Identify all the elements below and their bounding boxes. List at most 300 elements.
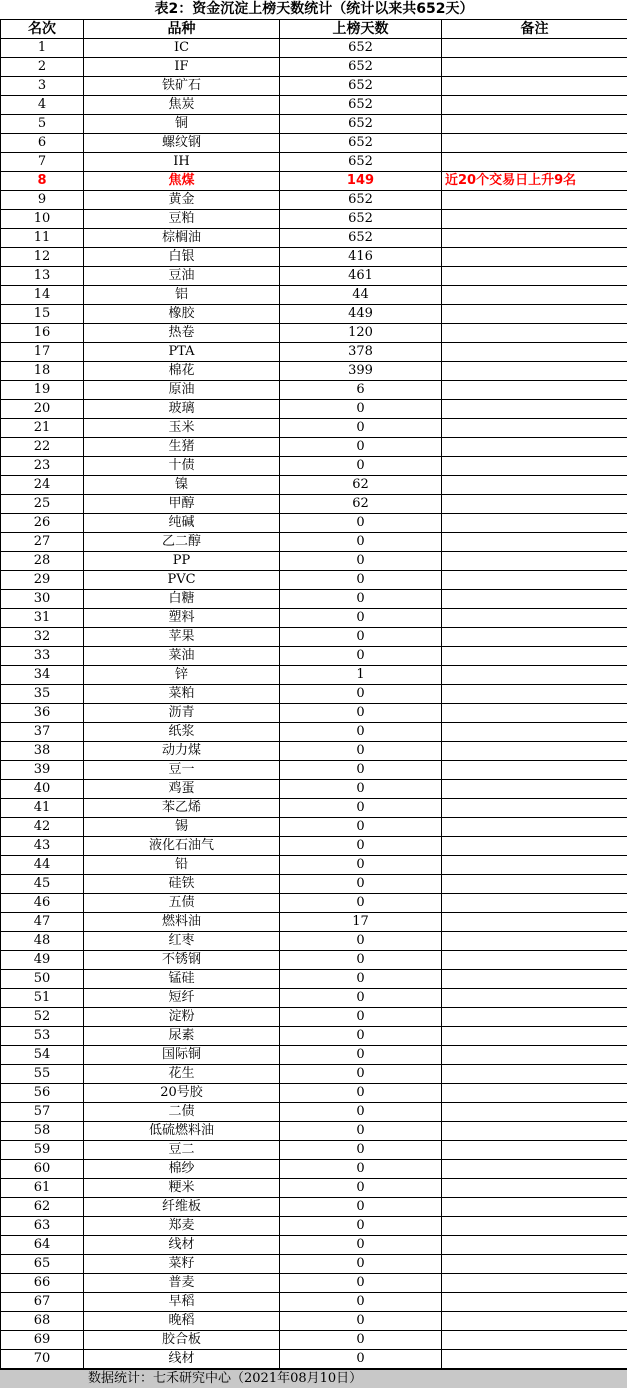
cell-note [442, 742, 627, 761]
table-row [1, 248, 627, 267]
cell-note [442, 970, 627, 989]
cell-variety: 铅 [84, 856, 280, 875]
cell-rank: 51 [1, 989, 84, 1008]
footer-bar [0, 1369, 627, 1388]
cell-note [442, 1293, 627, 1312]
cell-days: 652 [280, 58, 442, 77]
table-row [1, 191, 627, 210]
cell-rank: 18 [1, 362, 84, 381]
cell-note [442, 77, 627, 96]
cell-variety: 菜粕 [84, 685, 280, 704]
table-row [1, 267, 627, 286]
cell-days: 0 [280, 571, 442, 590]
cell-note [442, 894, 627, 913]
cell-note [442, 400, 627, 419]
cell-variety: 棉纱 [84, 1160, 280, 1179]
cell-rank: 5 [1, 115, 84, 134]
cell-note [442, 495, 627, 514]
cell-rank: 32 [1, 628, 84, 647]
cell-days: 0 [280, 609, 442, 628]
cell-rank: 70 [1, 1350, 84, 1369]
table-row [1, 571, 627, 590]
cell-days: 0 [280, 704, 442, 723]
cell-variety: 铁矿石 [84, 77, 280, 96]
table-row [1, 1274, 627, 1293]
cell-variety: 二债 [84, 1103, 280, 1122]
cell-rank: 54 [1, 1046, 84, 1065]
cell-variety: 玉米 [84, 419, 280, 438]
cell-days: 0 [280, 1255, 442, 1274]
table-row [1, 1236, 627, 1255]
cell-days: 0 [280, 1122, 442, 1141]
cell-note [442, 1236, 627, 1255]
cell-days: 652 [280, 39, 442, 58]
cell-rank: 67 [1, 1293, 84, 1312]
cell-variety: 乙二醇 [84, 533, 280, 552]
cell-rank: 48 [1, 932, 84, 951]
cell-rank: 36 [1, 704, 84, 723]
table-row [1, 58, 627, 77]
cell-rank: 4 [1, 96, 84, 115]
cell-variety: 鸡蛋 [84, 780, 280, 799]
cell-rank: 35 [1, 685, 84, 704]
header-note: 备注 [442, 20, 627, 39]
cell-days: 461 [280, 267, 442, 286]
cell-variety: 甲醇 [84, 495, 280, 514]
cell-note [442, 837, 627, 856]
table-row [1, 1008, 627, 1027]
table-row [1, 1141, 627, 1160]
cell-rank: 42 [1, 818, 84, 837]
table-row [1, 286, 627, 305]
table-row [1, 1065, 627, 1084]
table-row [1, 210, 627, 229]
cell-rank: 33 [1, 647, 84, 666]
cell-variety: 郑麦 [84, 1217, 280, 1236]
cell-note [442, 1084, 627, 1103]
table-row [1, 1103, 627, 1122]
cell-note [442, 780, 627, 799]
cell-note [442, 381, 627, 400]
table-row [1, 685, 627, 704]
cell-days: 0 [280, 875, 442, 894]
cell-days: 652 [280, 229, 442, 248]
cell-rank: 9 [1, 191, 84, 210]
table-row [1, 1255, 627, 1274]
table-row [1, 1331, 627, 1350]
cell-days: 0 [280, 533, 442, 552]
cell-days: 0 [280, 1179, 442, 1198]
footer-source: 数据统计：七禾研究中心（2021年08月10日） [88, 1371, 363, 1386]
table-row [1, 153, 627, 172]
cell-rank: 3 [1, 77, 84, 96]
cell-note [442, 248, 627, 267]
cell-variety: 短纤 [84, 989, 280, 1008]
cell-note [442, 685, 627, 704]
cell-rank: 60 [1, 1160, 84, 1179]
cell-variety: 铜 [84, 115, 280, 134]
cell-variety: 棉花 [84, 362, 280, 381]
cell-days: 0 [280, 1198, 442, 1217]
cell-rank: 40 [1, 780, 84, 799]
cell-variety: 豆粕 [84, 210, 280, 229]
cell-days: 652 [280, 210, 442, 229]
cell-note [442, 286, 627, 305]
cell-note [442, 875, 627, 894]
cell-rank: 57 [1, 1103, 84, 1122]
cell-rank: 59 [1, 1141, 84, 1160]
table-row [1, 514, 627, 533]
cell-note [442, 723, 627, 742]
cell-days: 149 [280, 172, 442, 191]
table-row [1, 362, 627, 381]
cell-note [442, 324, 627, 343]
cell-variety: 纸浆 [84, 723, 280, 742]
cell-note: 近20个交易日上升9名 [442, 172, 627, 191]
cell-note [442, 229, 627, 248]
table-row [1, 970, 627, 989]
cell-rank: 55 [1, 1065, 84, 1084]
cell-note [442, 628, 627, 647]
cell-rank: 38 [1, 742, 84, 761]
cell-note [442, 476, 627, 495]
cell-variety: 线材 [84, 1236, 280, 1255]
table-row [1, 742, 627, 761]
cell-variety: 锰硅 [84, 970, 280, 989]
table-row [1, 704, 627, 723]
cell-variety: 硅铁 [84, 875, 280, 894]
cell-note [442, 267, 627, 286]
cell-rank: 23 [1, 457, 84, 476]
cell-note [442, 1122, 627, 1141]
cell-variety: 菜籽 [84, 1255, 280, 1274]
table-row [1, 875, 627, 894]
cell-rank: 45 [1, 875, 84, 894]
cell-days: 62 [280, 476, 442, 495]
cell-rank: 10 [1, 210, 84, 229]
cell-note [442, 438, 627, 457]
table-row [1, 419, 627, 438]
cell-note [442, 590, 627, 609]
cell-days: 378 [280, 343, 442, 362]
cell-days: 0 [280, 723, 442, 742]
cell-rank: 17 [1, 343, 84, 362]
cell-note [442, 1217, 627, 1236]
table-row [1, 628, 627, 647]
cell-note [442, 533, 627, 552]
cell-variety: 五债 [84, 894, 280, 913]
cell-rank: 68 [1, 1312, 84, 1331]
cell-days: 0 [280, 457, 442, 476]
cell-variety: 螺纹钢 [84, 134, 280, 153]
cell-note [442, 1046, 627, 1065]
cell-rank: 52 [1, 1008, 84, 1027]
cell-rank: 11 [1, 229, 84, 248]
cell-days: 0 [280, 1046, 442, 1065]
cell-rank: 12 [1, 248, 84, 267]
table-row [1, 951, 627, 970]
cell-days: 0 [280, 742, 442, 761]
table-row [1, 381, 627, 400]
cell-note [442, 913, 627, 932]
table-row [1, 932, 627, 951]
table-row [1, 552, 627, 571]
table-row [1, 1198, 627, 1217]
cell-variety: 热卷 [84, 324, 280, 343]
cell-rank: 44 [1, 856, 84, 875]
cell-note [442, 609, 627, 628]
cell-rank: 47 [1, 913, 84, 932]
table-row [1, 1179, 627, 1198]
table-row [1, 96, 627, 115]
cell-rank: 29 [1, 571, 84, 590]
cell-days: 0 [280, 1084, 442, 1103]
cell-days: 0 [280, 951, 442, 970]
cell-note [442, 647, 627, 666]
cell-note [442, 1198, 627, 1217]
cell-days: 652 [280, 115, 442, 134]
cell-rank: 28 [1, 552, 84, 571]
cell-days: 0 [280, 1103, 442, 1122]
cell-variety: 豆二 [84, 1141, 280, 1160]
cell-variety: 淀粉 [84, 1008, 280, 1027]
table-row [1, 723, 627, 742]
table-row [1, 1084, 627, 1103]
cell-note [442, 951, 627, 970]
cell-note [442, 552, 627, 571]
table-row [1, 1217, 627, 1236]
cell-days: 0 [280, 970, 442, 989]
cell-variety: 橡胶 [84, 305, 280, 324]
cell-variety: 苹果 [84, 628, 280, 647]
cell-note [442, 1027, 627, 1046]
cell-variety: 液化石油气 [84, 837, 280, 856]
table-row [1, 799, 627, 818]
cell-days: 0 [280, 438, 442, 457]
cell-days: 0 [280, 400, 442, 419]
cell-days: 0 [280, 419, 442, 438]
cell-rank: 34 [1, 666, 84, 685]
table-row [1, 1027, 627, 1046]
cell-variety: 锡 [84, 818, 280, 837]
cell-note [442, 191, 627, 210]
table-row [1, 400, 627, 419]
cell-variety: 豆油 [84, 267, 280, 286]
cell-rank: 7 [1, 153, 84, 172]
table-row [1, 533, 627, 552]
cell-variety: 焦炭 [84, 96, 280, 115]
cell-days: 0 [280, 989, 442, 1008]
cell-days: 399 [280, 362, 442, 381]
table-row [1, 1350, 627, 1369]
table-row [1, 590, 627, 609]
cell-variety: 红枣 [84, 932, 280, 951]
table-row [1, 913, 627, 932]
cell-variety: 尿素 [84, 1027, 280, 1046]
cell-rank: 62 [1, 1198, 84, 1217]
cell-note [442, 761, 627, 780]
cell-days: 1 [280, 666, 442, 685]
cell-variety: 玻璃 [84, 400, 280, 419]
cell-note [442, 210, 627, 229]
cell-variety: 苯乙烯 [84, 799, 280, 818]
cell-days: 416 [280, 248, 442, 267]
cell-days: 652 [280, 134, 442, 153]
cell-variety: 镍 [84, 476, 280, 495]
cell-days: 0 [280, 1331, 442, 1350]
cell-note [442, 39, 627, 58]
cell-note [442, 58, 627, 77]
cell-rank: 30 [1, 590, 84, 609]
cell-variety: 铝 [84, 286, 280, 305]
cell-rank: 14 [1, 286, 84, 305]
cell-rank: 56 [1, 1084, 84, 1103]
cell-variety: 原油 [84, 381, 280, 400]
cell-variety: 燃料油 [84, 913, 280, 932]
cell-note [442, 1103, 627, 1122]
cell-days: 120 [280, 324, 442, 343]
cell-rank: 21 [1, 419, 84, 438]
cell-note [442, 818, 627, 837]
cell-note [442, 1065, 627, 1084]
table-row [1, 324, 627, 343]
cell-variety: 生猪 [84, 438, 280, 457]
cell-days: 0 [280, 894, 442, 913]
cell-note [442, 1312, 627, 1331]
cell-variety: 焦煤 [84, 172, 280, 191]
table-row [1, 1122, 627, 1141]
cell-days: 0 [280, 1027, 442, 1046]
table-row [1, 115, 627, 134]
table-row [1, 39, 627, 58]
cell-rank: 46 [1, 894, 84, 913]
cell-rank: 24 [1, 476, 84, 495]
table-title: 表2：资金沉淀上榜天数统计（统计以来共652天） [1, 0, 627, 20]
cell-note [442, 134, 627, 153]
cell-rank: 2 [1, 58, 84, 77]
cell-days: 0 [280, 1293, 442, 1312]
cell-note [442, 1350, 627, 1369]
table-row [1, 134, 627, 153]
table-row [1, 780, 627, 799]
cell-days: 0 [280, 818, 442, 837]
cell-rank: 64 [1, 1236, 84, 1255]
table-row [1, 1046, 627, 1065]
cell-note [442, 96, 627, 115]
cell-note [442, 1160, 627, 1179]
cell-variety: 普麦 [84, 1274, 280, 1293]
cell-variety: 棕榈油 [84, 229, 280, 248]
cell-variety: 胶合板 [84, 1331, 280, 1350]
cell-variety: 黄金 [84, 191, 280, 210]
cell-rank: 69 [1, 1331, 84, 1350]
cell-rank: 41 [1, 799, 84, 818]
cell-note [442, 419, 627, 438]
cell-variety: 20号胶 [84, 1084, 280, 1103]
cell-note [442, 932, 627, 951]
cell-rank: 61 [1, 1179, 84, 1198]
cell-rank: 39 [1, 761, 84, 780]
title-row [1, 0, 627, 20]
cell-note [442, 343, 627, 362]
cell-variety: 纤维板 [84, 1198, 280, 1217]
cell-days: 0 [280, 647, 442, 666]
cell-note [442, 1008, 627, 1027]
cell-variety: PTA [84, 343, 280, 362]
cell-variety: 白银 [84, 248, 280, 267]
table-row [1, 818, 627, 837]
cell-days: 0 [280, 1065, 442, 1084]
table-row [1, 229, 627, 248]
table-row [1, 856, 627, 875]
cell-days: 0 [280, 856, 442, 875]
cell-variety: IC [84, 39, 280, 58]
table-row [1, 647, 627, 666]
cell-days: 0 [280, 685, 442, 704]
cell-days: 449 [280, 305, 442, 324]
cell-variety: 豆一 [84, 761, 280, 780]
cell-rank: 20 [1, 400, 84, 419]
cell-note [442, 115, 627, 134]
cell-days: 0 [280, 780, 442, 799]
cell-days: 0 [280, 590, 442, 609]
cell-rank: 53 [1, 1027, 84, 1046]
cell-days: 0 [280, 552, 442, 571]
table-row [1, 77, 627, 96]
cell-note [442, 514, 627, 533]
table-body [1, 0, 627, 1369]
cell-variety: 早稻 [84, 1293, 280, 1312]
cell-variety: 粳米 [84, 1179, 280, 1198]
cell-note [442, 856, 627, 875]
cell-days: 652 [280, 96, 442, 115]
cell-variety: 不锈钢 [84, 951, 280, 970]
cell-days: 0 [280, 1160, 442, 1179]
cell-variety: PVC [84, 571, 280, 590]
header-row [1, 20, 627, 39]
cell-rank: 49 [1, 951, 84, 970]
table-row [1, 457, 627, 476]
cell-note [442, 1274, 627, 1293]
cell-days: 0 [280, 799, 442, 818]
cell-rank: 50 [1, 970, 84, 989]
cell-note [442, 989, 627, 1008]
table-row [1, 438, 627, 457]
cell-variety: 低硫燃料油 [84, 1122, 280, 1141]
cell-variety: 花生 [84, 1065, 280, 1084]
cell-days: 652 [280, 191, 442, 210]
cell-note [442, 362, 627, 381]
cell-days: 652 [280, 77, 442, 96]
cell-rank: 19 [1, 381, 84, 400]
cell-rank: 58 [1, 1122, 84, 1141]
cell-days: 17 [280, 913, 442, 932]
table-row [1, 1160, 627, 1179]
cell-days: 0 [280, 837, 442, 856]
cell-days: 44 [280, 286, 442, 305]
table-row [1, 1312, 627, 1331]
cell-rank: 13 [1, 267, 84, 286]
cell-days: 652 [280, 153, 442, 172]
cell-rank: 8 [1, 172, 84, 191]
cell-rank: 16 [1, 324, 84, 343]
cell-rank: 15 [1, 305, 84, 324]
table-row [1, 343, 627, 362]
cell-days: 0 [280, 932, 442, 951]
table-row [1, 495, 627, 514]
cell-rank: 22 [1, 438, 84, 457]
cell-days: 62 [280, 495, 442, 514]
